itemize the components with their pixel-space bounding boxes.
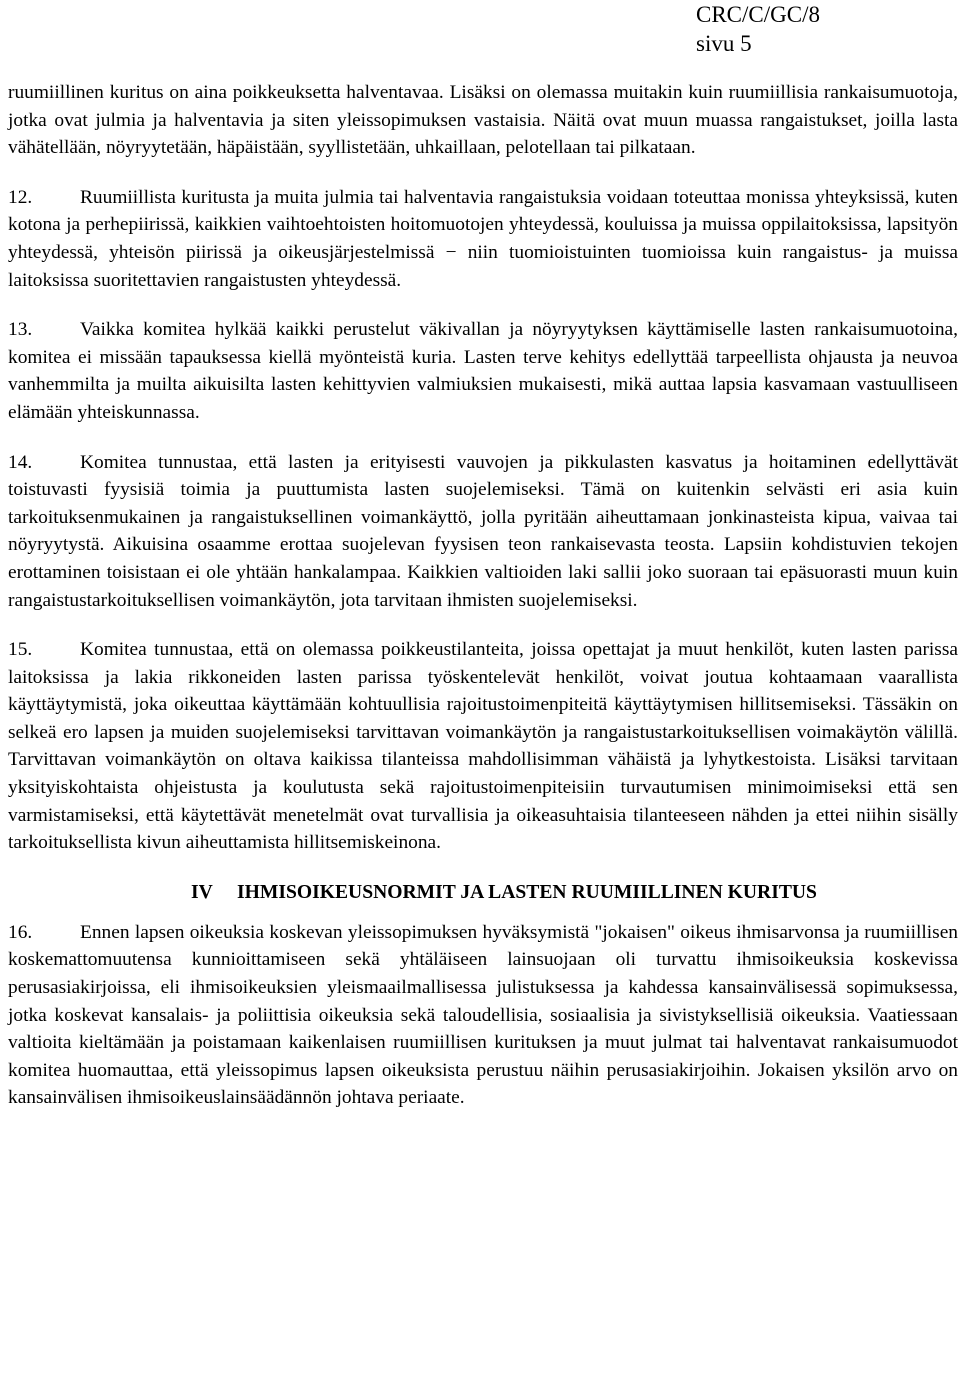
paragraph-number: 13. [8,319,33,341]
page-header [696,0,820,58]
paragraph-text: Komitea tunnustaa, että on olemassa poikkeustilanteita, joissa opettajat ja muut henkilöt, kuten lasten parissa laitoksissa ja lakia rikkoneiden lasten parissa työskentelevät henkilöt, voivat joutua kohtaamaan vaarallista käyttäytymistä, joka oikeuttaa käyttämään kohtuullisia rajoitustoimenpiteitä käyttäytymisen hillitsemiseksi. Tässäkin on selkeä ero lapsen ja muiden suojelemiseksi tarvittavan voimankäytön ja rangaistustarkoituksellisen voimakäytön välillä. Tarvittavan voimankäytön on oltava kaikissa tilanteissa mahdollisimman vähäistä ja lyhytkestoista. Lisäksi tarvitaan yksityiskohtaista ohjeistusta ja koulutusta sekä rajoitustoimenpiteisiin turvautumisen minimoimiseksi että sen varmistamiseksi, että käytettävät menetelmät ovat turvallisia ja oikeasuhtaisia tilanteeseen nähden ja ettei niihin sisälly tarkoituksellista kivun aiheuttamista hillitsemiskeinona. [8,639,958,854]
document-code: CRC/C/GC/8 [696,2,820,27]
section-heading [8,879,958,907]
paragraph-text: Vaikka komitea hylkää kaikki perustelut väkivallan ja nöyryytyksen käyttämiselle lasten rankaisumuotoina, komitea ei missään tapauksessa kiellä myönteistä kuria. Lasten terve kehitys edellyttää tarpeellista ohjausta ja neuvoa vanhemmilta ja muilta aikuisilta lasten kehittyvien valmiuksien mukaisesti, mikä auttaa lapsia kasvamaan vastuulliseen elämään yhteiskunnassa. [8,319,958,423]
paragraph-number: 16. [8,921,33,943]
paragraph-number: 15. [8,639,33,661]
paragraph-15 [8,636,958,857]
paragraph-text: Ruumiillista kuritusta ja muita julmia tai halventavia rangaistuksia voidaan toteuttaa monissa yhteyksissä, kuten kotona ja perhepiirissä, kaikkien vaihtoehtoisten hoitomuotojen yhteydessä, kouluissa ja muissa oppilaitoksissa, lapsityön yhteydessä, yhteisön piirissä ja oikeusjärjestelmissä − niin tuomioistuinten tuomioissa kuin rangaistus- ja muissa laitoksissa suoritettavien rangaistusten yhteydessä. [8,186,958,291]
document-body [8,79,958,1134]
intro-paragraph: ruumiillinen kuritus on aina poikkeuksetta halventavaa. Lisäksi on olemassa muitakin kuin ruumiillisia rankaisumuotoja, jotka ovat julmia ja halventavia ja siten yleissopimuksen vastaisia. Näitä ovat muun muassa rangaistukset, joilla lasta vähätellään, nöyryytetään, häpäistään, syyllistetään, uhkaillaan, pelotellaan tai pilkataan. [8,82,958,159]
paragraph-14 [8,449,958,615]
paragraph-text: Ennen lapsen oikeuksia koskevan yleissopimuksen hyväksymistä "jokaisen" oikeus ihmisarvonsa ja ruumiillisen koskemattomuutensa kunnioittamiseen sekä yhtäläiseen lainsuojaan oli turvattu ihmisoikeuksia koskevissa perusasiakirjoissa, eli ihmisoikeuksien yleismaailmallisessa julistuksessa ja kahdessa kansainvälisessä sopimuksessa, jotka koskevat kansalais- ja poliittisia oikeuksia sekä taloudellisia, sosiaalisia ja sivistyksellisiä oikeuksia. Vaatiessaan valtioita kieltämään ja poistamaan kaikenlaisen ruumiillisen kurituksen ja muut julmat tai halventavat rankaisumuodot komitea huomauttaa, että yleissopimus lapsen oikeuksista perustuu näihin perusasiakirjoihin. Jokaisen yksilön arvo on kansainvälisen ihmisoikeuslainsäädännön johtava periaate. [8,921,958,1109]
paragraph-number: 14. [8,451,33,473]
page-number: sivu 5 [696,31,752,56]
paragraph-text: Komitea tunnustaa, että lasten ja erityisesti vauvojen ja pikkulasten kasvatus ja hoitaminen edellyttävät toistuvasti fyysisiä toimia ja puuttumista lasten suojelemiseksi. Tämä on kuitenkin selvästi eri asia kuin tarkoituksenmukainen ja rangaistuksellinen voimankäyttö, jolla pyritään aiheuttamaan jonkinasteista kipua, vaivaa tai nöyryytystä. Aikuisina osaamme erottaa suojelevan fyysisen teon rankaisevasta teosta. Lapsiin kohdistuvien tekojen erottaminen toisistaan ei ole yhtään hankalampaa. Kaikkien valtioiden laki sallii joko suoraan tai epäsuorasti muun kuin rangaistustarkoituksellisen voimankäytön, jota tarvitaan ihmisten suojelemiseksi. [8,451,958,611]
section-title: IHMISOIKEUSNORMIT JA LASTEN RUUMIILLINEN KURITUS [237,881,817,903]
section-number: IV [191,881,213,903]
paragraph-16 [8,919,958,1112]
paragraph-13 [8,316,958,426]
paragraph-number: 12. [8,186,33,208]
paragraph-12 [8,184,958,294]
